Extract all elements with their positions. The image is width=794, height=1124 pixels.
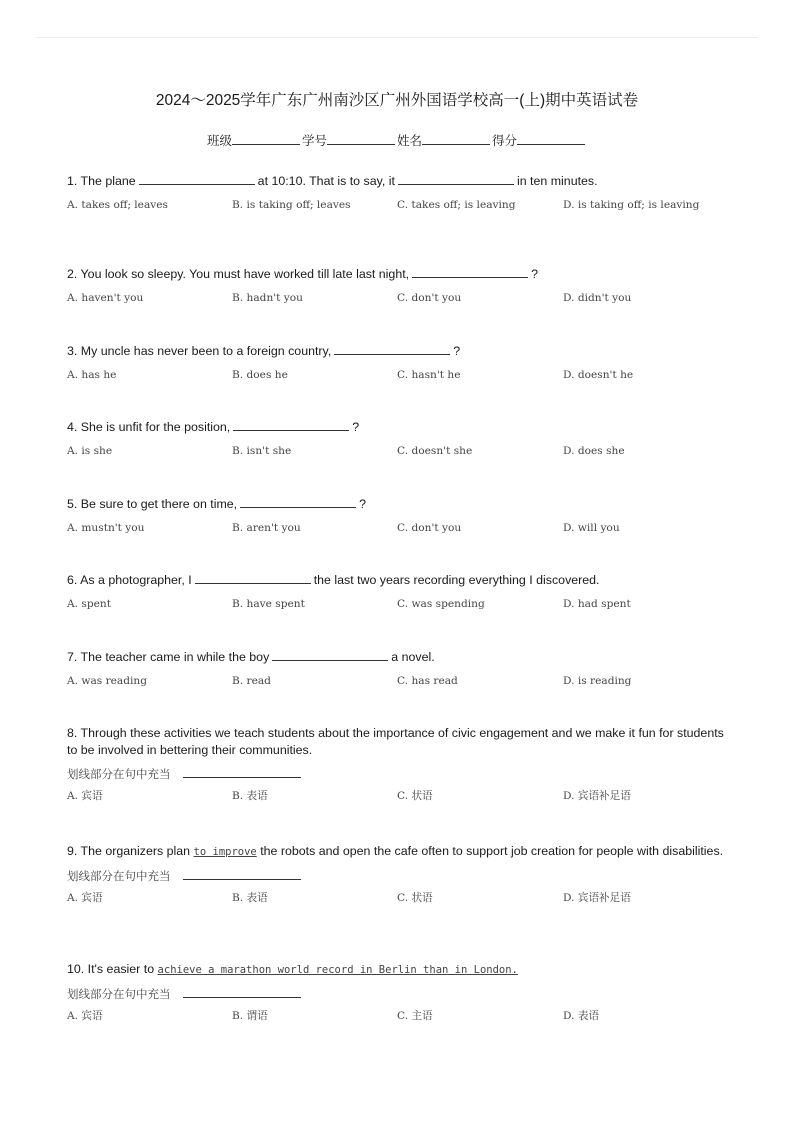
question-stem: 6. As a photographer, I the last two years recording everything I discovered. <box>67 573 600 587</box>
student-id-blank[interactable] <box>327 134 395 145</box>
option-a[interactable]: A. haven't you <box>67 292 144 304</box>
options-row <box>67 443 727 461</box>
option-a[interactable]: A. 宾语 <box>67 790 103 802</box>
question-stem: 3. My uncle has never been to a foreign country, ? <box>67 344 461 358</box>
question-1 <box>67 173 727 215</box>
name-label: 姓名 <box>397 134 423 148</box>
name-blank[interactable] <box>422 134 490 145</box>
answer-blank[interactable] <box>183 767 301 778</box>
option-d[interactable]: D. doesn't he <box>563 369 634 381</box>
question-stem: 5. Be sure to get there on time, ? <box>67 497 367 511</box>
score-label: 得分 <box>492 134 518 148</box>
options-row <box>67 290 727 308</box>
answer-blank[interactable] <box>334 344 450 355</box>
answer-blank[interactable] <box>195 573 311 584</box>
options-row <box>67 890 727 908</box>
answer-blank[interactable] <box>272 650 388 661</box>
question-3 <box>67 343 727 385</box>
answer-blank[interactable] <box>240 497 356 508</box>
option-c[interactable]: C. has read <box>397 675 458 687</box>
question-note: 划线部分在句中充当 <box>67 868 727 884</box>
option-b[interactable]: B. aren't you <box>232 522 301 534</box>
option-a[interactable]: A. has he <box>67 369 117 381</box>
question-9 <box>67 843 727 908</box>
option-b[interactable]: B. is taking off; leaves <box>232 199 351 211</box>
option-d[interactable]: D. had spent <box>563 598 631 610</box>
option-d[interactable]: D. 宾语补足语 <box>563 892 631 904</box>
underlined-phrase: to improve <box>193 846 257 858</box>
class-label: 班级 <box>206 134 232 148</box>
option-a[interactable]: A. 宾语 <box>67 1010 103 1022</box>
option-c[interactable]: C. don't you <box>397 522 462 534</box>
answer-blank[interactable] <box>183 987 301 998</box>
option-b[interactable]: B. isn't she <box>232 445 292 457</box>
option-c[interactable]: C. don't you <box>397 292 462 304</box>
option-b[interactable]: B. hadn't you <box>232 292 303 304</box>
question-7 <box>67 649 727 691</box>
option-c[interactable]: C. hasn't he <box>397 369 461 381</box>
question-stem: 9. The organizers plan to improve the robots and open the cafe often to support job creation for people with disabilities. <box>67 844 724 858</box>
student-info-line <box>0 131 794 149</box>
question-stem: 10. It's easier to achieve a marathon world record in Berlin than in London. <box>67 962 518 976</box>
option-b[interactable]: B. 谓语 <box>232 1010 268 1022</box>
question-stem: 1. The plane at 10:10. That is to say, it in ten minutes. <box>67 174 598 188</box>
student-id-label: 学号 <box>301 134 327 148</box>
option-b[interactable]: B. read <box>232 675 271 687</box>
question-stem: 7. The teacher came in while the boy a novel. <box>67 650 435 664</box>
option-c[interactable]: C. 主语 <box>397 1010 433 1022</box>
option-d[interactable]: D. is reading <box>563 675 632 687</box>
question-note: 划线部分在句中充当 <box>67 986 727 1002</box>
options-row <box>67 596 727 614</box>
question-stem: 4. She is unfit for the position, ? <box>67 420 360 434</box>
question-8 <box>67 725 727 806</box>
answer-blank[interactable] <box>398 174 514 185</box>
answer-blank[interactable] <box>233 420 349 431</box>
option-d[interactable]: D. 表语 <box>563 1010 600 1022</box>
options-row <box>67 520 727 538</box>
option-d[interactable]: D. 宾语补足语 <box>563 790 631 802</box>
option-c[interactable]: C. was spending <box>397 598 485 610</box>
answer-blank[interactable] <box>412 267 528 278</box>
question-stem: 8. Through these activities we teach students about the importance of civic engagement and we make it fun for students to be involved in bettering their communities. <box>67 726 724 757</box>
options-row <box>67 673 727 691</box>
option-b[interactable]: B. 表语 <box>232 790 268 802</box>
page-title: 2024～2025学年广东广州南沙区广州外国语学校高一(上)期中英语试卷 <box>155 92 639 109</box>
option-b[interactable]: B. 表语 <box>232 892 268 904</box>
option-c[interactable]: C. takes off; is leaving <box>397 199 516 211</box>
option-d[interactable]: D. will you <box>563 522 620 534</box>
option-d[interactable]: D. is taking off; is leaving <box>563 199 700 211</box>
class-blank[interactable] <box>232 134 300 145</box>
option-a[interactable]: A. was reading <box>67 675 147 687</box>
option-a[interactable]: A. 宾语 <box>67 892 103 904</box>
option-a[interactable]: A. spent <box>67 598 111 610</box>
question-4 <box>67 419 727 461</box>
question-stem: 2. You look so sleepy. You must have worked till late last night, ? <box>67 267 539 281</box>
option-a[interactable]: A. is she <box>67 445 113 457</box>
question-6 <box>67 572 727 614</box>
options-row <box>67 788 727 806</box>
options-row <box>67 367 727 385</box>
option-d[interactable]: D. didn't you <box>563 292 632 304</box>
option-c[interactable]: C. 状语 <box>397 892 433 904</box>
option-c[interactable]: C. doesn't she <box>397 445 473 457</box>
question-2 <box>67 266 727 308</box>
top-divider <box>36 37 758 38</box>
answer-blank[interactable] <box>183 869 301 880</box>
score-blank[interactable] <box>517 134 585 145</box>
underlined-phrase: achieve a marathon world record in Berlin than in London. <box>157 964 518 976</box>
options-row <box>67 1008 727 1026</box>
option-d[interactable]: D. does she <box>563 445 625 457</box>
option-b[interactable]: B. does he <box>232 369 288 381</box>
question-10 <box>67 961 727 1026</box>
question-5 <box>67 496 727 538</box>
option-a[interactable]: A. takes off; leaves <box>67 199 168 211</box>
answer-blank[interactable] <box>139 174 255 185</box>
option-c[interactable]: C. 状语 <box>397 790 433 802</box>
options-row <box>67 197 727 215</box>
option-a[interactable]: A. mustn't you <box>67 522 145 534</box>
option-b[interactable]: B. have spent <box>232 598 305 610</box>
question-note: 划线部分在句中充当 <box>67 766 727 782</box>
